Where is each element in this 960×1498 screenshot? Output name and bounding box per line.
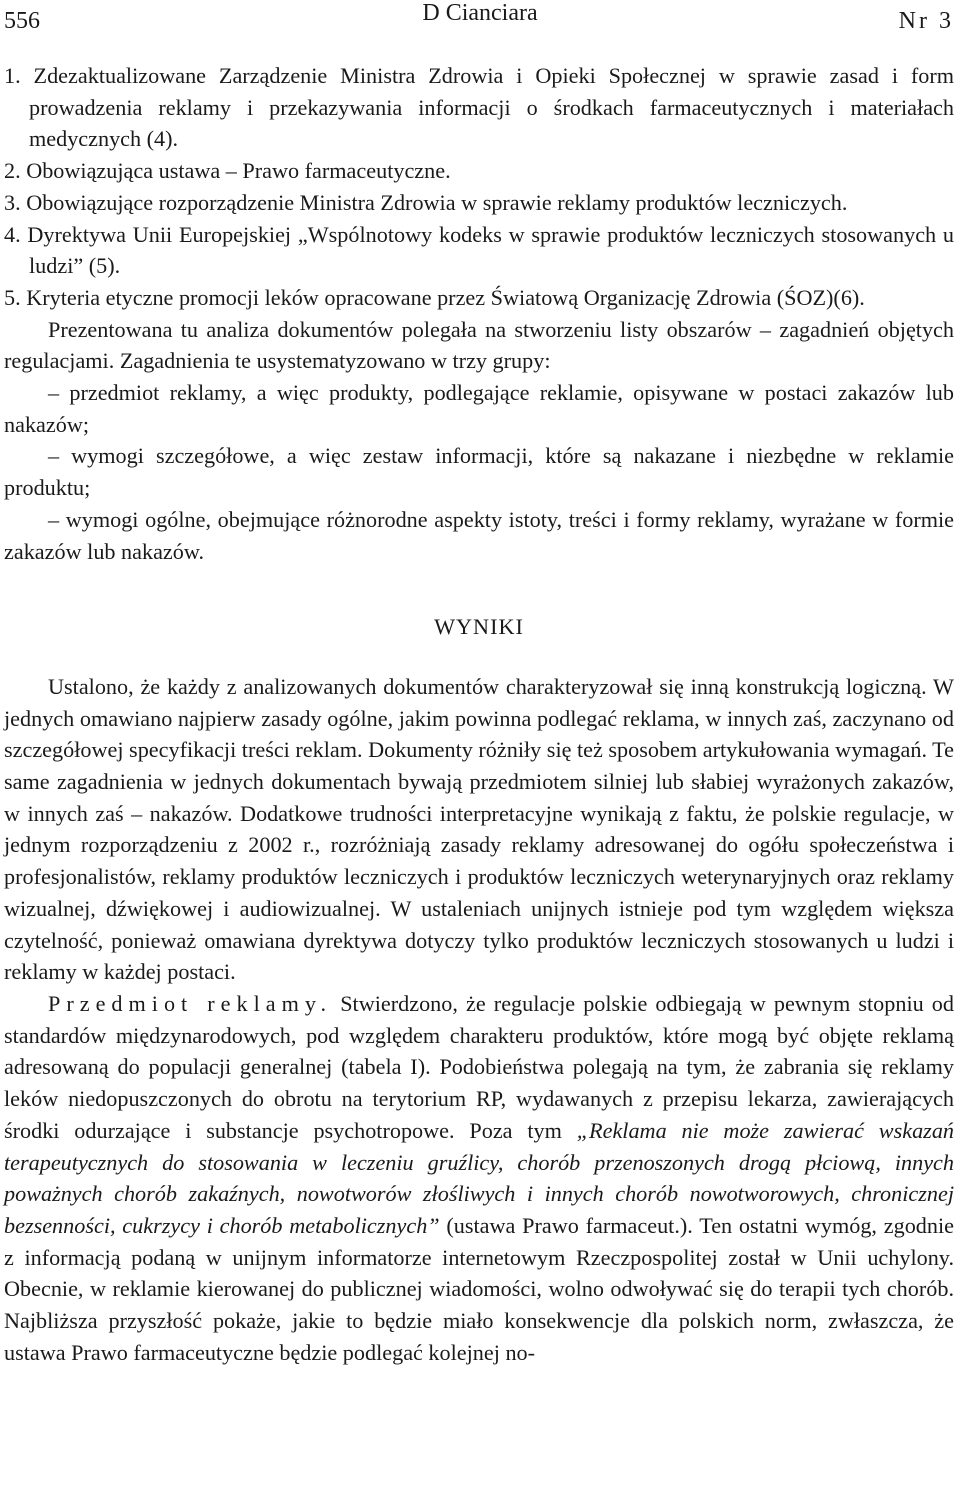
dash-item: – wymogi ogólne, obejmujące różnorodne aspekty istoty, treści i formy reklamy, wyrażane w formie zakazów lub nakazów. [4,506,954,564]
list-item-number: 2. [4,158,21,184]
list-item-text: Obowiązujące rozporządzenie Ministra Zdrowia w sprawie reklamy produktów leczniczych. [26,189,848,215]
list-item-text: Zdezaktualizowane Zarządzenie Ministra Zdrowia i Opieki Społecznej w sprawie zasad i form prowadzenia reklamy i przekazywania informacji o środkach farmaceutycznych i materiałach medycznych (4). [29,63,954,152]
list-item-text: Dyrektywa Unii Europejskiej „Wspólnotowy kodeks w sprawie produktów leczniczych stosowanych u ludzi” (5). [27,221,954,279]
quoted-regulation: „Reklama nie może zawierać wskazań terapeutycznych do stosowania w leczeniu gruźlicy, chorób przenoszonych drogą płciową, innych poważnych chorób zakaźnych, nowotworów złośliwych i innych chorób nowotworowych, chronicznej bezsenności, cukrzycy i chorób metabolicznych” [4,1117,955,1238]
list-item-number: 5. [4,284,21,310]
results-paragraph: Ustalono, że każdy z analizowanych dokumentów charakteryzował się inną konstrukcją logiczną. W jednych omawiano najpierw zasady ogólne, jakim powinna podlegać reklama, w innych zaś, zaczynano od szczegółowej specyfikacji treści reklam. Dokumenty różniły się też sposobem artykułowania wymagań. Te same zagadnienia w jednych dokumentach bywają przedmiotem silniej lub słabiej wyrażonych zakazów, w innych zaś – nakazów. Dodatkowe trudności interpretacyjne wynikają z faktu, że polskie regulacje, w jednym rozporządzeniu z 2002 r., rozróżniają zasady reklamy adresowanej do ogółu społeczeństwa i profesjonalistów, reklamy produktów leczniczych i produktów leczniczych weterynaryjnych oraz reklamy wizualnej, dźwiękowej i audiowizualnej. W ustaleniach unijnych istnieje pod tym względem większa czytelność, ponieważ omawiana dyrektywa dotyczy tylko produktów leczniczych stosowanych u ludzi i reklamy w każdej postaci. [4,673,954,985]
list-item [4,219,954,282]
issue-number: Nr 3 [898,8,954,34]
subject-text: Stwierdzono, że regulacje polskie odbiegają w pewnym stopniu od standardów międzynarodowych, pod względem charakteru produktów, które mogą być objęte reklamą adresowaną do populacji generalnej (tabela I). Podobieństwa polegają na tym, że zabrania się reklamy leków niedopuszczonych do obrotu na terytorium RP, wydawanych z przepisu lekarza, zawierających środki odurzające i substancje psychotropowe. Poza tym [4,990,954,1143]
list-item [4,60,954,155]
article-body [4,60,954,1368]
list-item [4,282,954,314]
running-author: D Cianciara [422,0,538,26]
page-header [0,0,960,48]
subject-paragraph [4,988,954,1368]
section-title: WYNIKI [434,614,524,640]
list-item [4,187,954,219]
page-number: 556 [4,8,40,34]
list-item-text: Kryteria etyczne promocji leków opracowane przez Światową Organizację Zdrowia (ŚOZ)(6). [26,284,865,310]
list-item-text: Obowiązująca ustawa – Prawo farmaceutyczne. [26,158,451,184]
list-item-number: 1. [4,63,21,88]
list-item-number: 4. [4,221,21,247]
intro-paragraph: Prezentowana tu analiza dokumentów polegała na stworzeniu listy obszarów – zagadnień objętych regulacjami. Zagadnienia te usystematyzowano w trzy grupy: [4,316,954,374]
list-item [4,155,954,187]
subject-heading: Przedmiot reklamy. [48,990,333,1016]
dash-item: – wymogi szczegółowe, a więc zestaw informacji, które są nakazane i niezbędne w reklamie produktu; [4,443,954,501]
subject-text-continued: (ustawa Prawo farmaceut.). Ten ostatni wymóg, zgodnie z informacją podaną w unijnym informatorze internetowym Rzeczpospolitej został w Unii uchylony. Obecnie, w reklamie kierowanej do publicznej wiadomości, wolno odwoływać się do terapii tych chorób. Najbliższa przyszłość pokaże, jakie to będzie miało konsekwencje dla polskich norm, zwłaszcza, że ustawa Prawo farmaceutyczne będzie podlegać kolejnej no- [4,1212,954,1365]
list-item-number: 3. [4,189,21,215]
dash-item: – przedmiot reklamy, a więc produkty, podlegające reklamie, opisywane w postaci zakazów lub nakazów; [4,380,954,437]
